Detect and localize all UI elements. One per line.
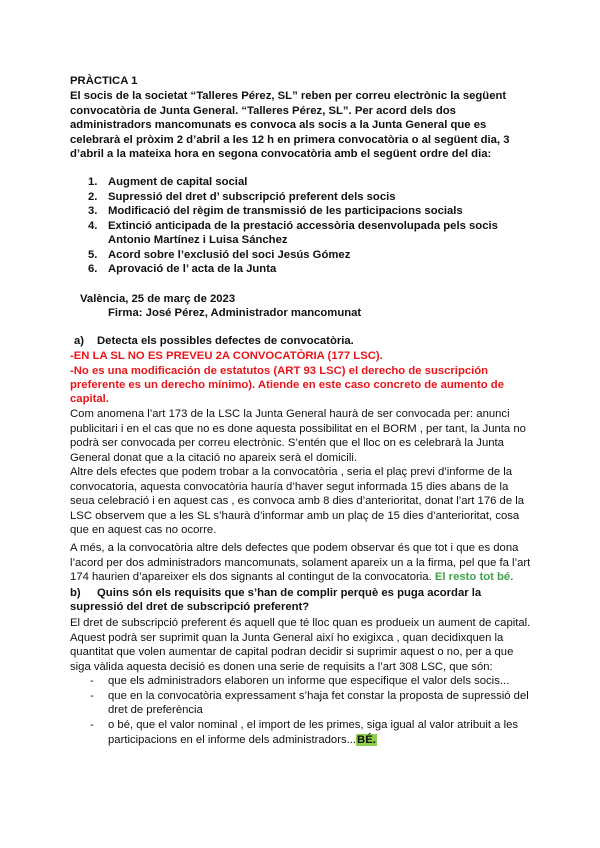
agenda-item: Supressió del dret d’ subscripció preferent dels socis bbox=[108, 191, 396, 203]
highlight-mark: BÉ. bbox=[357, 734, 376, 746]
paragraph-line: LSC observem que a les SL s’haurà d’informar amb un plaç de 15 dies d’anterioritat, cosa bbox=[70, 510, 520, 522]
bullet-item-continued: dret de preferència bbox=[108, 704, 203, 716]
bullet-item-continued bbox=[108, 733, 377, 747]
agenda-number: 6. bbox=[88, 263, 98, 275]
intro-line: convocatòria de Junta General. “Talleres Pérez, SL”. Per acord dels dos bbox=[70, 105, 456, 117]
intro-line: d’abril a la mateixa hora en segona convocatòria amb el següent ordre del dia: bbox=[70, 148, 492, 160]
agenda-item-continued: Antonio Martínez i Luisa Sánchez bbox=[108, 234, 288, 246]
intro-line: celebrarà el pròxim 2 d’abril a les 12 h en primera convocatòria o al següent dia, 3 bbox=[70, 134, 510, 146]
bullet-dash: - bbox=[90, 675, 94, 687]
question-b-heading: supressió del dret de subscripció preferent? bbox=[70, 601, 310, 613]
intro-line: El socis de la societat “Talleres Pérez, SL” reben per correu electrònic la següent bbox=[70, 90, 507, 102]
paragraph-line: que en aquest cas no ocorre. bbox=[70, 524, 217, 536]
bullet-item: o bé, que el valor nominal , el import de les primes, siga igual al valor atribuit a les bbox=[108, 719, 519, 731]
question-b-label: b) bbox=[70, 587, 81, 599]
agenda-number: 3. bbox=[88, 205, 98, 217]
paragraph-text: 174 haurien d’apareixer els dos signants al contingut de la convocatoria. bbox=[70, 571, 432, 583]
signature-line: Firma: José Pérez, Administrador mancomunat bbox=[108, 307, 362, 319]
paragraph-line bbox=[70, 570, 513, 584]
paragraph-line: Altre dels efectes que podem trobar a la convocatòria , seria el plaç previ d’informe de la bbox=[70, 466, 513, 478]
agenda-item: Acord sobre l’exclusió del soci Jesús Gómez bbox=[108, 249, 351, 261]
answer-note-red: preferente es un derecho mínimo). Atiende en este caso concreto de aumento de bbox=[70, 379, 504, 391]
question-b-heading: Quins són els requisits que s’han de complir perquè es puga acordar la bbox=[97, 587, 482, 599]
bullet-item: que en la convocatòria expressament s’haja fet constar la proposta de supressió del bbox=[108, 690, 529, 702]
teacher-note-green: El resto tot bé. bbox=[434, 571, 514, 583]
paragraph-line: A més, a la convocatòria altre dels defectes que podem observar és que tot i que es dona bbox=[70, 542, 519, 554]
agenda-item: Augment de capital social bbox=[108, 176, 248, 188]
agenda-number: 2. bbox=[88, 191, 98, 203]
paragraph-line: Com anomena l’art 173 de la LSC la Junta General haurà de ser convocada per: anunci bbox=[70, 408, 510, 420]
paragraph-line: publicitari i en el cas que no es done aquesta possibilitat en el BORM , per tant, la Junta no bbox=[70, 423, 526, 435]
place-date: València, 25 de març de 2023 bbox=[80, 293, 236, 305]
agenda-item: Aprovació de l’ acta de la Junta bbox=[108, 263, 277, 275]
answer-note-red: -EN LA SL NO ES PREVEU 2A CONVOCATÒRIA (177 LSC). bbox=[70, 350, 383, 362]
paragraph-line: l’acord per dos administradors mancomunats, solament apareix un a la firma, pel que fa l’art bbox=[70, 557, 531, 569]
bullet-text: participacions en el informe dels administradors... bbox=[108, 734, 357, 746]
paragraph-line: podrà ser convocada per correu electrònic. S’entén que el lloc on es celebrarà la Junta bbox=[70, 437, 504, 449]
answer-note-red: -No es una modificación de estatutos (ART 93 LSC) el derecho de suscripción bbox=[70, 365, 489, 377]
paragraph-line: El dret de subscripció preferent és aquell que té lloc quan es produeix un aument de capital. bbox=[70, 617, 531, 629]
agenda-number: 5. bbox=[88, 249, 98, 261]
paragraph-line: quantitat que volen aumentar de capital podran decidir si suprimir aquest o no, per a que bbox=[70, 646, 514, 658]
intro-line: administradors mancomunats es convoca als socis a la Junta General que es bbox=[70, 119, 487, 131]
paragraph-line: convocatoria, aquesta convocatòria hauría d’haver segut informada 15 dies abans de la bbox=[70, 481, 509, 493]
agenda-item: Modificació del règim de transmissió de les participacions socials bbox=[108, 205, 463, 217]
paragraph-line: seua celebració i en aquest cas , es convoca amb 8 dies d’anterioritat, donat l’art 176 de la bbox=[70, 495, 525, 507]
question-a-label: a) bbox=[74, 335, 85, 347]
paragraph-line: Aquest podrà ser suprimit quan la Junta General així ho exigixca , quan decidixquen la bbox=[70, 632, 504, 644]
agenda-number: 1. bbox=[88, 176, 98, 188]
paragraph-line: General donat que a la citació no apareix serà el domicili. bbox=[70, 452, 357, 464]
question-a-heading: Detecta els possibles defectes de convocatòria. bbox=[97, 335, 354, 347]
document-title: PRÀCTICA 1 bbox=[70, 75, 138, 87]
bullet-item: que els administradors elaboren un informe que especifique el valor dels socis... bbox=[108, 675, 510, 687]
bullet-dash: - bbox=[90, 690, 94, 702]
agenda-number: 4. bbox=[88, 220, 98, 232]
bullet-dash: - bbox=[90, 719, 94, 731]
agenda-item: Extinció anticipada de la prestació accessòria desenvolupada pels socis bbox=[108, 220, 498, 232]
answer-note-red: capital. bbox=[70, 393, 109, 405]
paragraph-line: siga vàlida aquesta decisió es donen una serie de requisits a l’art 308 LSC, que són: bbox=[70, 661, 493, 673]
